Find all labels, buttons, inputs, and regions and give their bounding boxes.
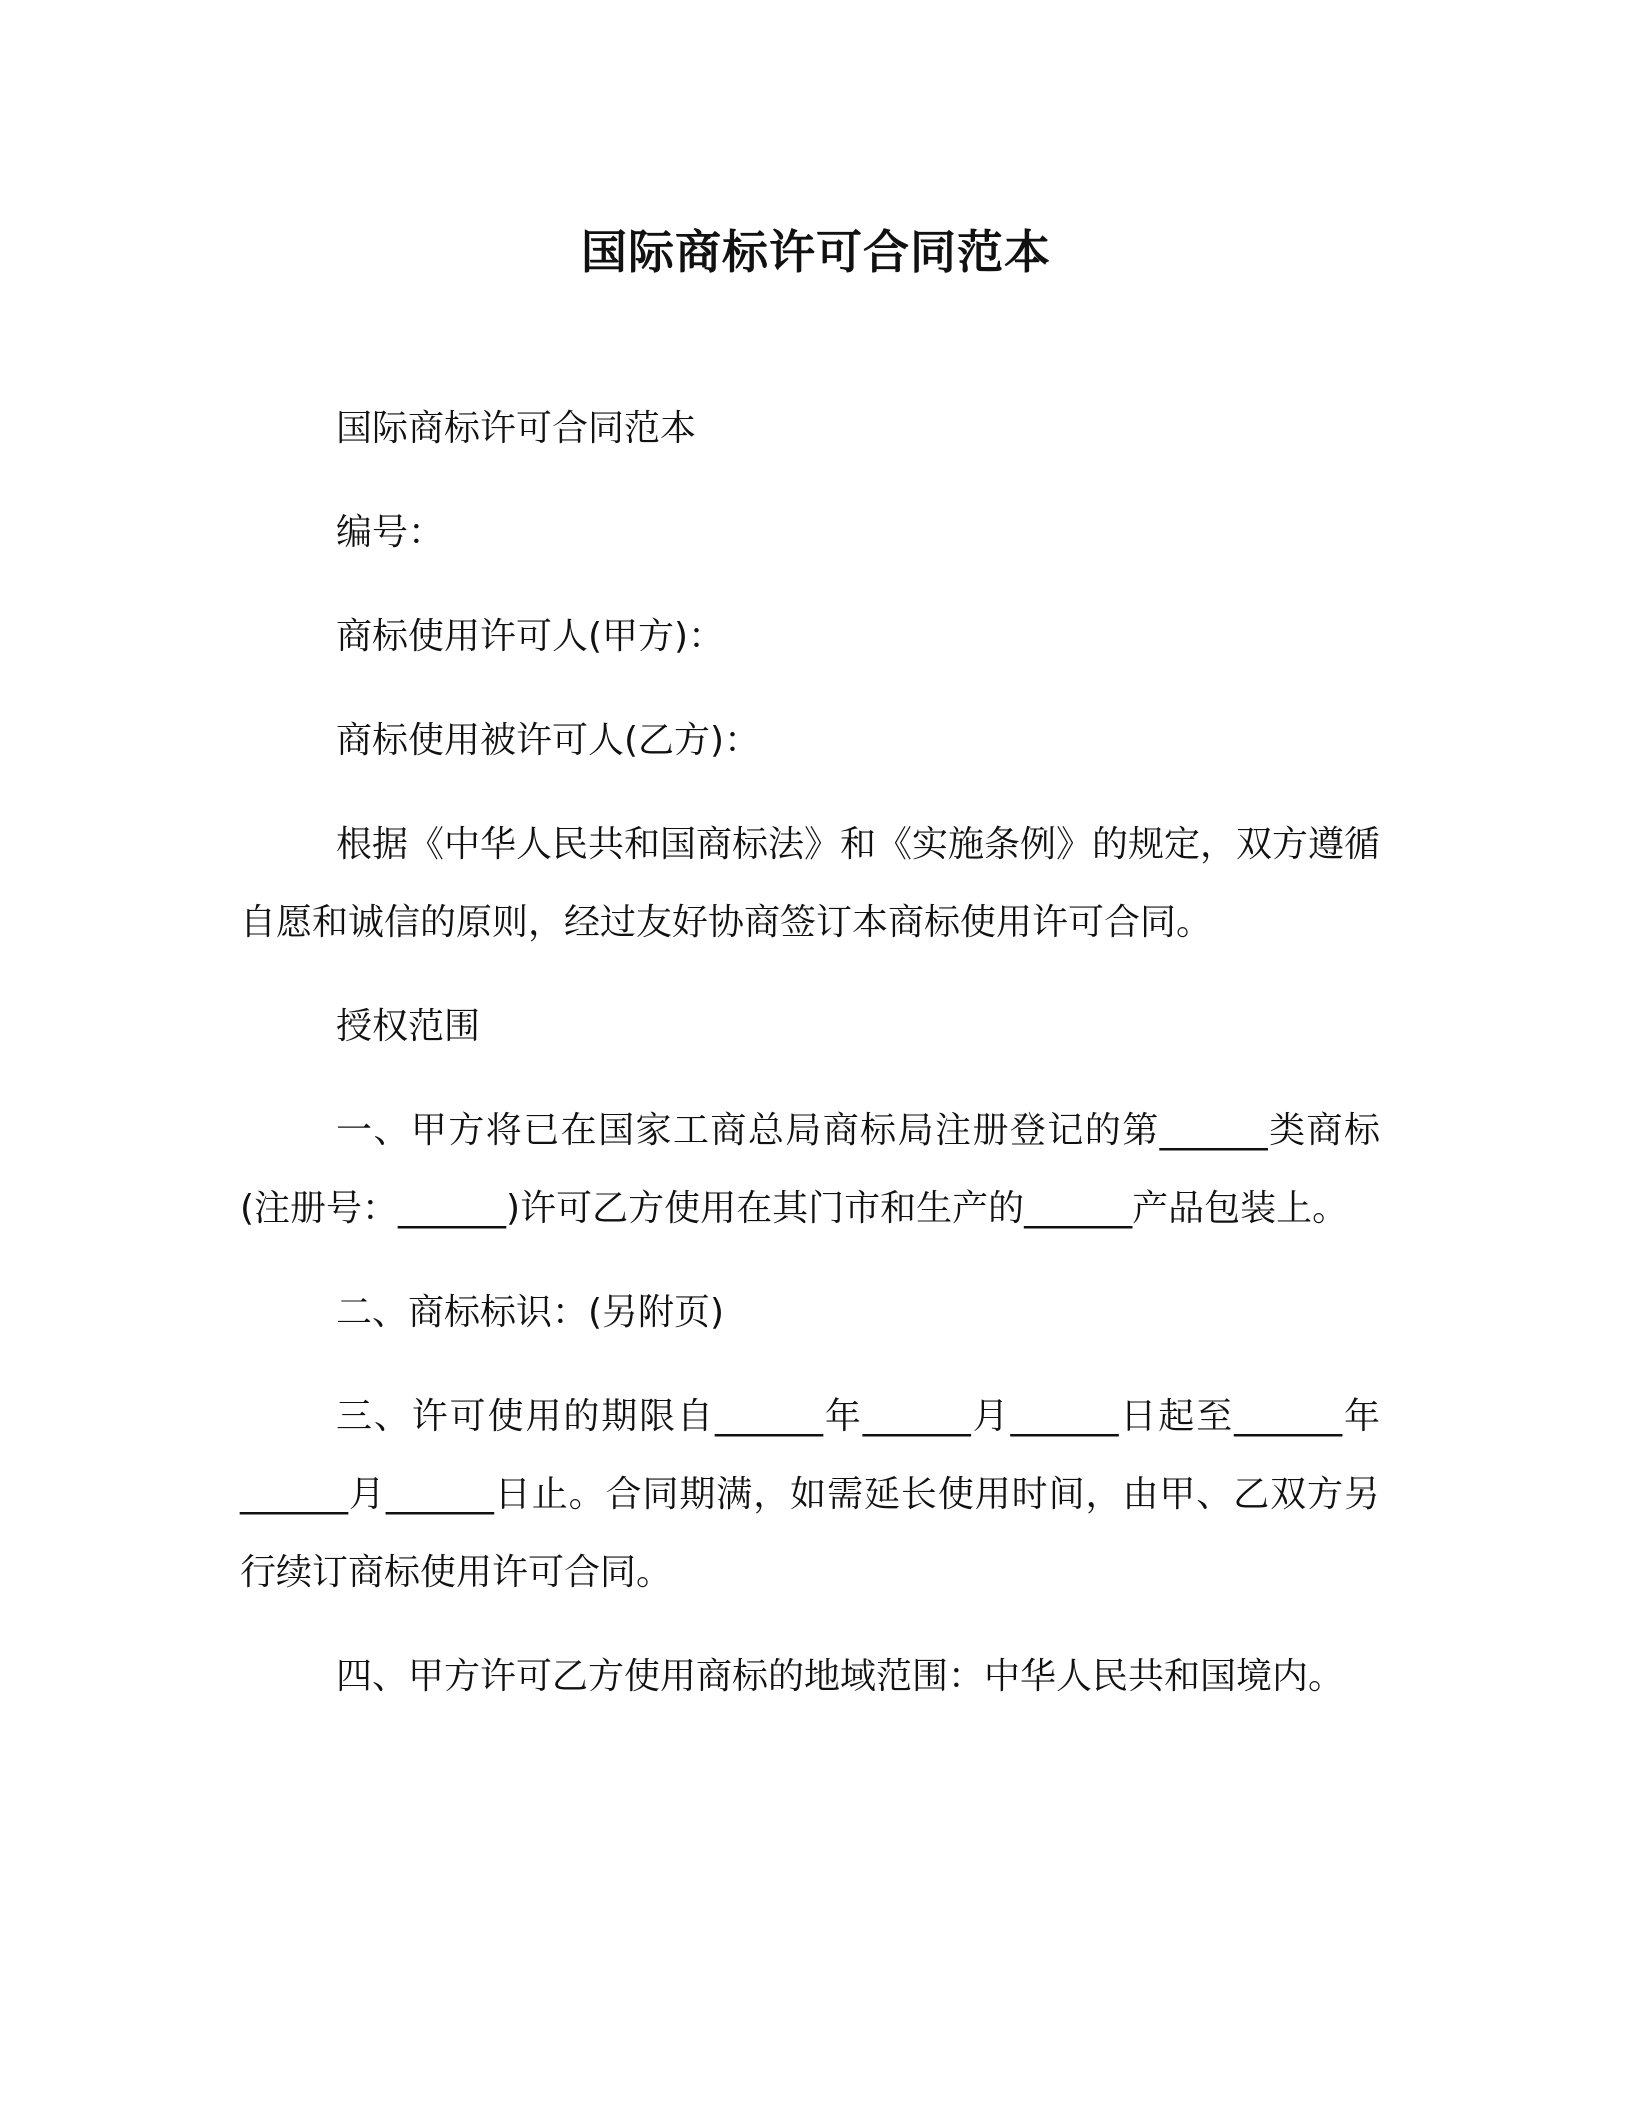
clause-1: 一、甲方将已在国家工商总局商标局注册登记的第______类商标(注册号：______)许可乙方使用在其门市和生产的______产品包装上。	[240, 1110, 1380, 1229]
paragraph-licensor: 商标使用许可人(甲方)：	[336, 616, 725, 657]
document-body	[240, 390, 1380, 1742]
paragraph-licensee: 商标使用被许可人(乙方)：	[336, 720, 761, 761]
section-heading-scope: 授权范围	[336, 1006, 481, 1047]
document-title: 国际商标许可合同范本	[581, 225, 1051, 279]
paragraph-subtitle: 国际商标许可合同范本	[336, 408, 697, 449]
clause-4: 四、甲方许可乙方使用商标的地域范围：中华人民共和国境内。	[336, 1656, 1345, 1697]
clause-3: 三、许可使用的期限自______年______月______日起至______年______月______日止。合同期满，如需延长使用时间，由甲、乙双方另行续订商标使用许可合同。	[240, 1396, 1380, 1593]
paragraph-preamble: 根据《中华人民共和国商标法》和《实施条例》的规定，双方遵循自愿和诚信的原则，经过友好协商签订本商标使用许可合同。	[240, 824, 1381, 943]
paragraph-number: 编号：	[336, 512, 445, 553]
clause-2: 二、商标标识：(另附页)	[336, 1292, 725, 1333]
